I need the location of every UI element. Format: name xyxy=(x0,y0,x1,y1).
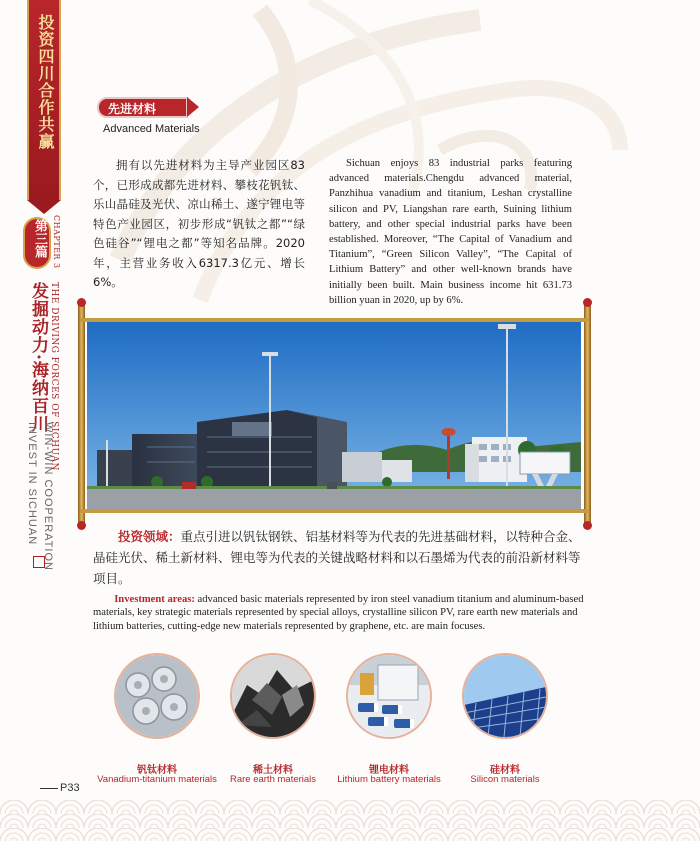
investment-areas-label-cn: 投资领域： xyxy=(118,529,181,544)
lithium-battery-line-icon xyxy=(346,653,432,739)
scroll-knob xyxy=(77,298,86,307)
chapter-badge-label: 第三篇 xyxy=(32,219,47,258)
seal-stamp-icon xyxy=(33,556,45,568)
page-number: P33 xyxy=(40,782,80,794)
material-label-cn: 稀土材料 xyxy=(253,765,293,776)
rare-earth-ore-icon xyxy=(230,653,316,739)
section-title-en: THE DRIVING FORCES OF SICHUAN xyxy=(49,282,59,471)
intro-paragraph-cn: 拥有以先进材料为主导产业园区83个，已形成成都先进材料、攀枝花钒钛、乐山晶硅及光伏、凉山稀土、遂宁锂电等特色产业园区，初步形成“钒钛之都”“绿色硅谷”“锂电之都”等知名品牌。2020年，主营业务收入6317.3亿元、增长6%。 xyxy=(93,158,305,289)
vanadium-titanium-coils-icon xyxy=(114,653,200,739)
scroll-rod-left xyxy=(78,302,85,526)
material-label-cn: 钒钛材料 xyxy=(137,765,177,776)
material-label-en: Lithium battery materials xyxy=(337,774,441,785)
slogan-en-1: INVEST IN SICHUAN xyxy=(26,422,38,546)
material-label-cn: 硅材料 xyxy=(490,765,520,776)
scroll-border-bottom xyxy=(80,509,588,513)
investment-areas-en xyxy=(93,593,588,633)
ribbon-title: 投资四川合作共赢 xyxy=(36,14,55,150)
material-label-en: Rare earth materials xyxy=(229,774,317,785)
section-title-cn: 发掘动力·海纳百川 xyxy=(28,282,48,433)
investment-areas-cn xyxy=(93,526,583,589)
investment-areas-text-cn: 重点引进以钒钛钢铁、铝基材料等为代表的先进基础材料，以特种合金、晶硅光伏、稀土新材料、锂电等为代表的关键战略材料和以石墨烯为代表的前沿新材料等项目。 xyxy=(93,529,581,586)
investment-areas-text-en: advanced basic materials represented by iron steel vanadium titanium and aluminum-based materials, key strategic materials represented by special alloys, crystalline silicon PV, rare earth new materials and lithium batteries, cutting-edge new materials represented by graphene, etc. are main focuses. xyxy=(93,594,584,632)
material-label-cn: 锂电材料 xyxy=(369,765,409,776)
ribbon-tip xyxy=(27,200,61,214)
scroll-knob xyxy=(77,521,86,530)
slogan-en-2: WIN-WIN COOPERATION xyxy=(42,422,54,571)
solar-panel-icon xyxy=(462,653,548,739)
scroll-knob xyxy=(583,298,592,307)
section-subtitle: Advanced Materials xyxy=(103,123,200,135)
scroll-knob xyxy=(583,521,592,530)
material-label-en: Silicon materials xyxy=(470,774,540,785)
industrial-park-photo xyxy=(87,322,581,509)
investment-areas-label-en: Investment areas: xyxy=(114,594,195,605)
section-tag-label: 先进材料 xyxy=(108,102,157,116)
intro-paragraph-en: Sichuan enjoys 83 industrial parks featuring advanced materials.Chengdu advanced material, Panzhihua vanadium and titanium, Leshan crystalline silicon and PV, Liangshan rare earth, Suining lithium battery, and other special industrial parks have been established. Moreover, “The Capital of Vanadium and Titanium”, “Green Silicon Valley”, “The Capital of Lithium Battery” and other well-known brands have initially been built. Main business income hit 631.73 billion yuan in 2020, up by 6%. xyxy=(329,158,572,306)
material-label-en: Vanadium-titanium materials xyxy=(97,774,217,785)
wave-pattern-footer xyxy=(0,800,700,841)
chapter-label-en: CHAPTER 3 xyxy=(52,215,61,269)
scroll-rod-right xyxy=(584,302,591,526)
